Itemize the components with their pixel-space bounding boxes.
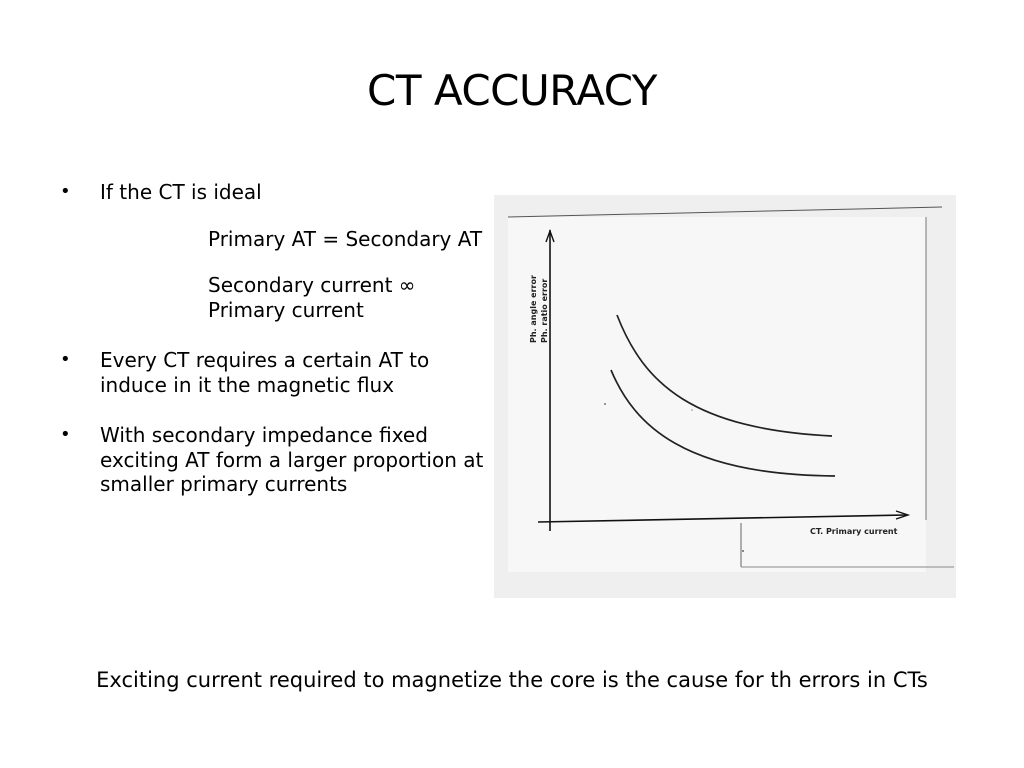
sub-item: Secondary current ∞ Primary current	[208, 273, 416, 322]
bullet-item	[60, 180, 490, 205]
sub-item: Primary AT = Secondary AT	[208, 226, 483, 251]
bullet-item	[60, 423, 490, 497]
scan-speck	[691, 409, 693, 411]
bullet-dot: •	[60, 181, 71, 202]
error-curves-figure	[494, 195, 956, 598]
scanned-graph	[494, 195, 956, 598]
bullet-dot: •	[60, 424, 71, 445]
bullet-item	[60, 348, 490, 397]
y-axis-label-angle: Ph. angle error	[529, 275, 538, 343]
paper-edge-line	[508, 207, 942, 217]
x-axis-label: CT. Primary current	[810, 527, 898, 536]
slide-title: CT ACCURACY	[367, 66, 657, 115]
y-axis-label-ratio: Ph. ratio error	[540, 278, 549, 343]
slide-caption: Exciting current required to magnetize the core is the cause for th errors in CTs	[96, 668, 928, 692]
scan-speck	[604, 403, 606, 405]
bullet-text: Every CT requires a certain AT to induce in it the magnetic flux	[100, 348, 430, 397]
scan-speck	[742, 550, 744, 552]
bullet-text: With secondary impedance fixed exciting AT form a larger proportion at smaller primary currents	[100, 423, 484, 496]
bullet-text: If the CT is ideal	[100, 180, 262, 204]
bullet-list	[60, 180, 490, 523]
bullet-dot: •	[60, 349, 71, 370]
